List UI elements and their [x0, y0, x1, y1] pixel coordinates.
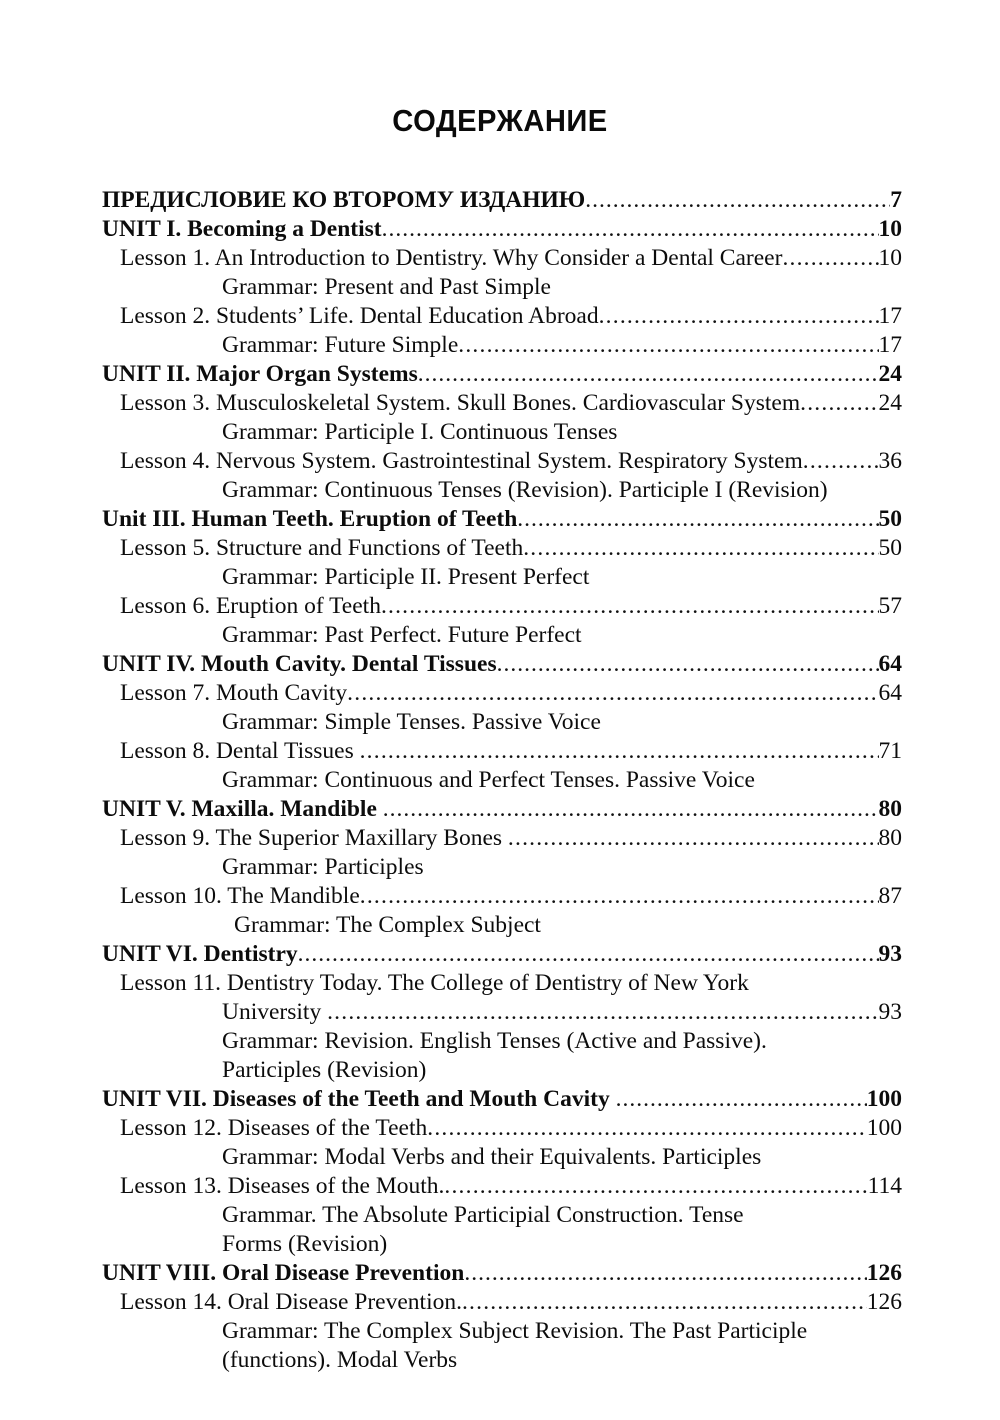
dot-leader: [497, 650, 879, 679]
toc-entry-label: Grammar: The Complex Subject: [234, 912, 541, 938]
toc-entry-label: UNIT VI. Dentistry: [102, 941, 298, 967]
toc-entry[interactable]: [222, 418, 902, 447]
dot-leader: [427, 1114, 866, 1143]
toc-entry[interactable]: [222, 853, 902, 882]
toc-entry[interactable]: [120, 447, 902, 476]
toc-entry-label: Grammar. The Absolute Participial Construction. Tense: [222, 1202, 744, 1228]
toc-entry-page-number: 87: [878, 883, 902, 909]
toc-entry-label: Lesson 11. Dentistry Today. The College of Dentistry of New York: [120, 970, 749, 996]
toc-entry[interactable]: [102, 186, 902, 215]
toc-entry[interactable]: [222, 476, 902, 505]
dot-leader: [508, 824, 879, 853]
toc-entry-label: Participles (Revision): [222, 1057, 427, 1083]
toc-entry[interactable]: [120, 302, 902, 331]
toc-entry-page-number: 114: [867, 1173, 902, 1199]
toc-entry[interactable]: [102, 505, 902, 534]
toc-entry-page-number: 57: [878, 593, 902, 619]
toc-entry[interactable]: [222, 1230, 902, 1259]
toc-entry-label: Forms (Revision): [222, 1231, 388, 1257]
dot-leader: [327, 998, 878, 1027]
toc-entry-label: Lesson 7. Mouth Cavity: [120, 680, 348, 706]
toc-entry-label: Lesson 8. Dental Tissues: [120, 738, 360, 764]
toc-entry[interactable]: [120, 1288, 902, 1317]
toc-entry-label: UNIT VIII. Oral Disease Prevention: [102, 1260, 465, 1286]
dot-leader: [800, 389, 878, 418]
toc-entry-page-number: 100: [866, 1115, 902, 1141]
toc-entry[interactable]: [222, 998, 902, 1027]
toc-entry[interactable]: [120, 824, 902, 853]
dot-leader: [381, 592, 879, 621]
toc-entry[interactable]: [102, 650, 902, 679]
toc-entry[interactable]: [222, 708, 902, 737]
toc-entry-label: University: [222, 999, 328, 1025]
toc-entry-label: UNIT VII. Diseases of the Teeth and Mouth Cavity: [102, 1086, 616, 1112]
toc-entry[interactable]: [222, 1317, 902, 1346]
dot-leader: [444, 1172, 867, 1201]
dot-leader: [616, 1085, 867, 1114]
toc-entry-label: Grammar: Simple Tenses. Passive Voice: [222, 709, 601, 735]
toc-entry[interactable]: [102, 1259, 902, 1288]
toc-entry-page-number: 100: [866, 1086, 902, 1112]
toc-entry[interactable]: [120, 592, 902, 621]
toc-entry-label: Grammar: Future Simple: [222, 332, 459, 358]
toc-entry-label: UNIT V. Maxilla. Mandible: [102, 796, 383, 822]
toc-entry[interactable]: [120, 1114, 902, 1143]
toc-entry-page-number: 80: [878, 825, 902, 851]
toc-entry-label: UNIT I. Becoming a Dentist: [102, 216, 382, 242]
toc-entry-label: Grammar: Modal Verbs and their Equivalents. Participles: [222, 1144, 762, 1170]
dot-leader: [347, 679, 878, 708]
page-title: СОДЕРЖАНИЕ: [392, 103, 608, 138]
dot-leader: [360, 737, 879, 766]
toc-entry-page-number: 17: [878, 332, 902, 358]
toc-entry[interactable]: [120, 882, 902, 911]
toc-entry[interactable]: [120, 737, 902, 766]
toc-entry[interactable]: [222, 1201, 902, 1230]
table-of-contents: [102, 186, 902, 1375]
toc-entry-label: Lesson 12. Diseases of the Teeth: [120, 1115, 428, 1141]
toc-entry-label: Grammar: Participle II. Present Perfect: [222, 564, 590, 590]
toc-entry-page-number: 80: [878, 796, 902, 822]
toc-entry-page-number: 126: [866, 1289, 902, 1315]
dot-leader: [462, 1288, 867, 1317]
toc-entry-label: Grammar: Past Perfect. Future Perfect: [222, 622, 582, 648]
toc-entry[interactable]: [102, 1085, 902, 1114]
toc-entry-label: Grammar: Continuous and Perfect Tenses. Passive Voice: [222, 767, 755, 793]
toc-entry[interactable]: [222, 273, 902, 302]
dot-leader: [523, 534, 878, 563]
toc-entry[interactable]: [102, 360, 902, 389]
toc-entry-label: Lesson 10. The Mandible: [120, 883, 360, 909]
dot-leader: [458, 331, 878, 360]
toc-entry[interactable]: [120, 244, 902, 273]
toc-entry-page-number: 64: [878, 680, 902, 706]
dot-leader: [382, 215, 879, 244]
toc-entry-page-number: 93: [878, 941, 902, 967]
toc-entry-page-number: 93: [878, 999, 902, 1025]
toc-entry-page-number: 36: [878, 448, 902, 474]
toc-entry-page-number: 7: [890, 187, 902, 213]
toc-entry[interactable]: [222, 1346, 902, 1375]
toc-entry-page-number: 10: [878, 245, 902, 271]
toc-entry[interactable]: [102, 940, 902, 969]
toc-entry-label: Grammar: Present and Past Simple: [222, 274, 551, 300]
toc-entry[interactable]: [222, 563, 902, 592]
toc-entry-label: Lesson 5. Structure and Functions of Teeth: [120, 535, 524, 561]
toc-entry-label: Grammar: Revision. English Tenses (Active and Passive).: [222, 1028, 767, 1054]
toc-entry[interactable]: [222, 331, 902, 360]
dot-leader: [585, 186, 890, 215]
toc-entry[interactable]: [222, 1056, 902, 1085]
toc-entry-label: Lesson 14. Oral Disease Prevention.: [120, 1289, 462, 1315]
dot-leader: [298, 940, 879, 969]
toc-entry[interactable]: [120, 389, 902, 418]
toc-entry-label: Lesson 4. Nervous System. Gastrointestinal System. Respiratory System: [120, 448, 803, 474]
toc-entry-page-number: 24: [878, 390, 902, 416]
toc-entry-label: Grammar: The Complex Subject Revision. The Past Participle: [222, 1318, 808, 1344]
toc-entry-label: Lesson 3. Musculoskeletal System. Skull Bones. Cardiovascular System: [120, 390, 801, 416]
toc-entry-page-number: 126: [866, 1260, 902, 1286]
toc-entry-label: UNIT II. Major Organ Systems: [102, 361, 418, 387]
toc-entry-page-number: 17: [878, 303, 902, 329]
toc-entry-label: Lesson 1. An Introduction to Dentistry. Why Consider a Dental Career: [120, 245, 783, 271]
toc-entry-page-number: 24: [878, 361, 902, 387]
toc-entry[interactable]: [120, 679, 902, 708]
toc-entry-page-number: 50: [878, 535, 902, 561]
toc-entry-label: Lesson 13. Diseases of the Mouth.: [120, 1173, 445, 1199]
toc-entry-page-number: 10: [878, 216, 902, 242]
toc-entry[interactable]: [120, 534, 902, 563]
dot-leader: [418, 360, 879, 389]
toc-entry[interactable]: [222, 766, 902, 795]
toc-entry[interactable]: [222, 1027, 902, 1056]
toc-entry-label: ПРЕДИСЛОВИЕ КО ВТОРОМУ ИЗДАНИЮ: [102, 187, 586, 213]
toc-entry-label: Grammar: Continuous Tenses (Revision). Participle I (Revision): [222, 477, 828, 503]
toc-entry-label: Lesson 2. Students’ Life. Dental Education Abroad: [120, 303, 599, 329]
toc-entry-label: Grammar: Participle I. Continuous Tenses: [222, 419, 618, 445]
toc-entry-page-number: 50: [878, 506, 902, 532]
dot-leader: [360, 882, 879, 911]
dot-leader: [383, 795, 879, 824]
toc-entry-label: Unit III. Human Teeth. Eruption of Teeth: [102, 506, 518, 532]
toc-entry-label: (functions). Modal Verbs: [222, 1347, 458, 1373]
toc-entry-label: UNIT IV. Mouth Cavity. Dental Tissues: [102, 651, 497, 677]
toc-entry-page-number: 71: [878, 738, 902, 764]
toc-entry[interactable]: [222, 1143, 902, 1172]
dot-leader: [599, 302, 879, 331]
dot-leader: [782, 244, 878, 273]
dot-leader: [517, 505, 878, 534]
toc-entry[interactable]: [120, 969, 902, 998]
toc-entry-label: Grammar: Participles: [222, 854, 424, 880]
toc-entry[interactable]: [120, 1172, 902, 1201]
toc-entry-label: Lesson 9. The Superior Maxillary Bones: [120, 825, 508, 851]
dot-leader: [464, 1259, 866, 1288]
toc-entry-page-number: 64: [878, 651, 902, 677]
dot-leader: [803, 447, 879, 476]
toc-entry[interactable]: [222, 621, 902, 650]
toc-entry[interactable]: [102, 795, 902, 824]
toc-entry-label: Lesson 6. Eruption of Teeth: [120, 593, 381, 619]
toc-entry[interactable]: [234, 911, 902, 940]
toc-entry[interactable]: [102, 215, 902, 244]
